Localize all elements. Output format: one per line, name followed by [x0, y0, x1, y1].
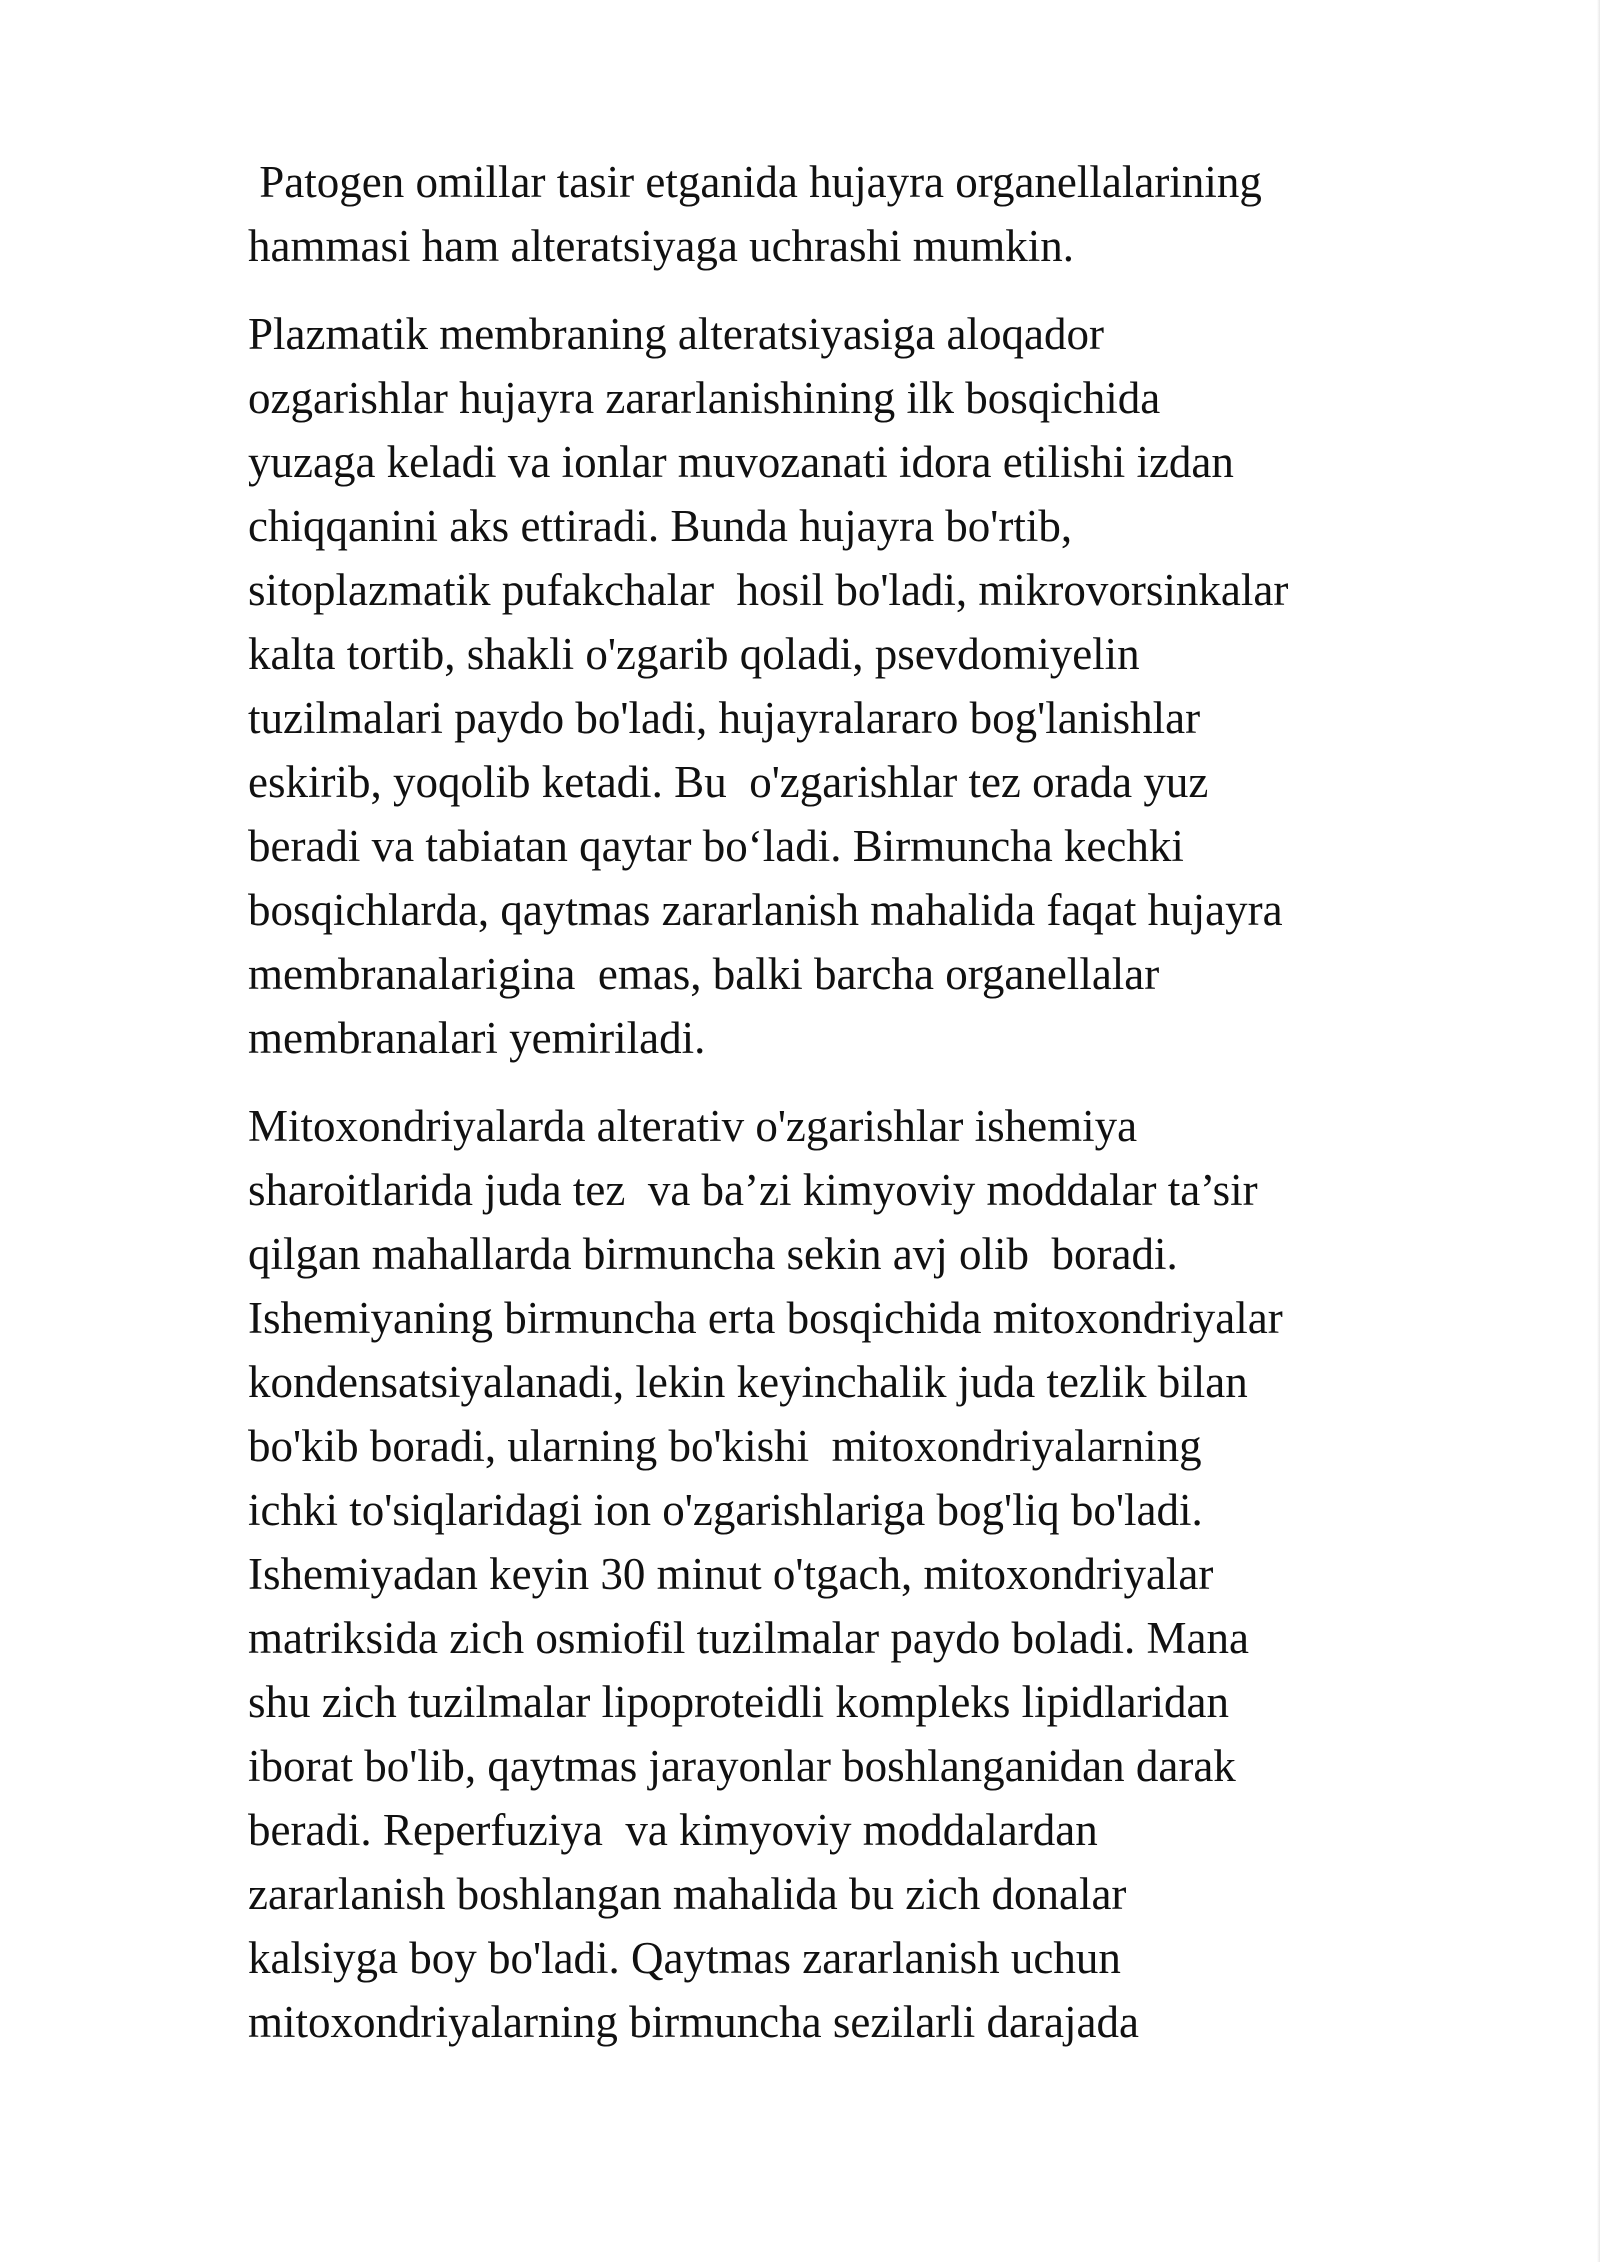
text-line: chiqqanini aks ettiradi. Bunda hujayra bo'rtib,: [248, 501, 1073, 551]
text-line: bosqichlarda, qaytmas zararlanish mahalida faqat hujayra: [248, 885, 1283, 935]
text-line: ichki to'siqlaridagi ion o'zgarishlariga bog'liq bo'ladi.: [248, 1485, 1203, 1535]
text-line: hammasi ham alteratsiyaga uchrashi mumkin.: [248, 221, 1075, 271]
text-line: membranalari yemiriladi.: [248, 1013, 706, 1063]
text-line: kalsiyga boy bo'ladi. Qaytmas zararlanish uchun: [248, 1933, 1121, 1983]
body-text: [248, 150, 1408, 2054]
text-line: yuzaga keladi va ionlar muvozanati idora etilishi izdan: [248, 437, 1234, 487]
text-line: kondensatsiyalanadi, lekin keyinchalik juda tezlik bilan: [248, 1357, 1248, 1407]
text-line: Mitoxondriyalarda alterativ o'zgarishlar ishemiya: [248, 1101, 1138, 1151]
text-line: kalta tortib, shakli o'zgarib qoladi, psevdomiyelin: [248, 629, 1140, 679]
text-line: iborat bo'lib, qaytmas jarayonlar boshlanganidan darak: [248, 1741, 1236, 1791]
text-line: tuzilmalari paydo bo'ladi, hujayralararo bog'lanishlar: [248, 693, 1201, 743]
paragraph-organelles: [248, 150, 1408, 278]
text-line: eskirib, yoqolib ketadi. Bu o'zgarishlar tez orada yuz: [248, 757, 1209, 807]
text-line: sharoitlarida juda tez va ba’zi kimyoviy moddalar ta’sir: [248, 1165, 1258, 1215]
text-line: mitoxondriyalarning birmuncha sezilarli darajada: [248, 1997, 1139, 2047]
text-line: sitoplazmatik pufakchalar hosil bo'ladi, mikrovorsinkalar: [248, 565, 1289, 615]
text-line: beradi va tabiatan qaytar boʻladi. Birmuncha kechki: [248, 821, 1184, 871]
text-line: Plazmatik membraning alteratsiyasiga aloqador: [248, 309, 1104, 359]
text-line: shu zich tuzilmalar lipoproteidli kompleks lipidlaridan: [248, 1677, 1230, 1727]
text-line: Patogen omillar tasir etganida hujayra organellalarining: [248, 157, 1262, 207]
text-line: bo'kib boradi, ularning bo'kishi mitoxondriyalarning: [248, 1421, 1202, 1471]
text-line: ozgarishlar hujayra zararlanishining ilk bosqichida: [248, 373, 1161, 423]
text-line: matriksida zich osmiofil tuzilmalar paydo boladi. Mana: [248, 1613, 1249, 1663]
text-line: Ishemiyaning birmuncha erta bosqichida mitoxondriyalar: [248, 1293, 1283, 1343]
text-line: beradi. Reperfuziya va kimyoviy moddalardan: [248, 1805, 1098, 1855]
text-line: qilgan mahallarda birmuncha sekin avj olib boradi.: [248, 1229, 1178, 1279]
text-line: Ishemiyadan keyin 30 minut o'tgach, mitoxondriyalar: [248, 1549, 1214, 1599]
paragraph-mitochondria: [248, 1094, 1408, 2054]
text-line: membranalarigina emas, balki barcha organellalar: [248, 949, 1160, 999]
paragraph-plasma-membrane: [248, 302, 1408, 1070]
text-line: zararlanish boshlangan mahalida bu zich donalar: [248, 1869, 1127, 1919]
